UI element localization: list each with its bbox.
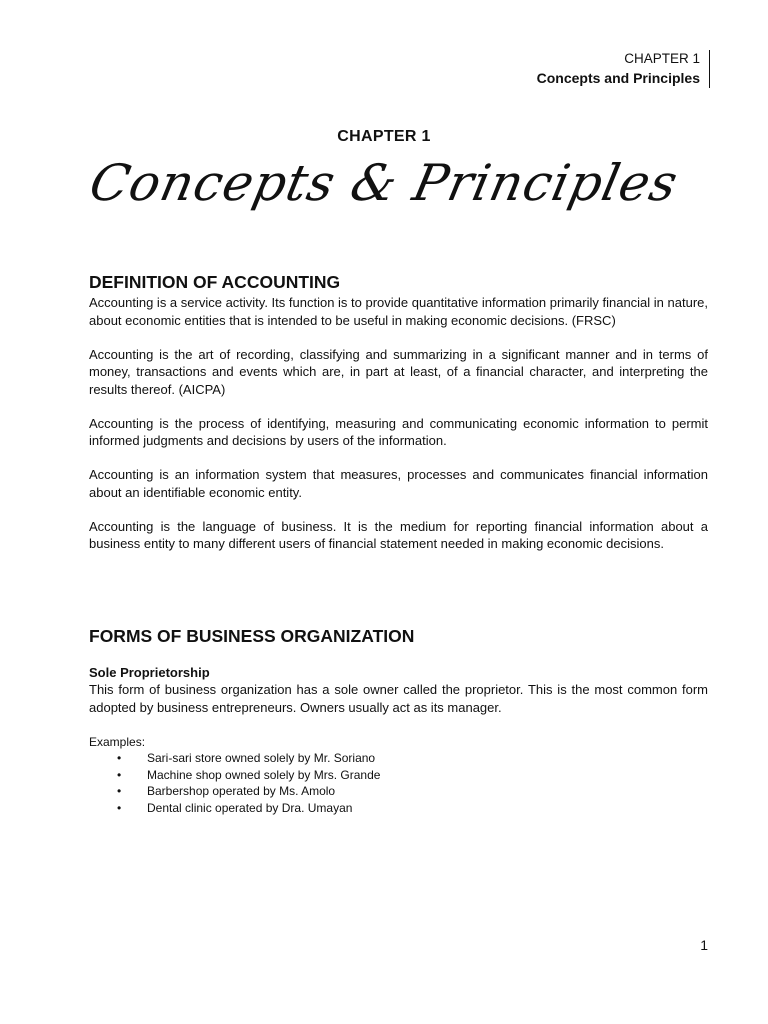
page-number: 1 xyxy=(700,937,708,953)
definition-section xyxy=(89,271,708,569)
chapter-label: CHAPTER 1 xyxy=(337,128,431,145)
examples-list xyxy=(89,750,708,816)
running-header-title: Concepts and Principles xyxy=(536,70,700,86)
bullet-icon: • xyxy=(117,800,122,815)
chapter-script-title: Concepts & Principles xyxy=(84,154,684,212)
definition-paragraph: Accounting is the process of identifying, measuring and communicating economic information to permit informed judgments and decisions by users of the information. xyxy=(89,415,708,448)
definition-paragraph: Accounting is a service activity. Its function is to provide quantitative information primarily financial in nature, about economic entities that is intended to be useful in making economic decisions. (FRSC) xyxy=(89,295,708,328)
bullet-icon: • xyxy=(117,767,122,782)
definition-paragraph: Accounting is the art of recording, classifying and summarizing in a significant manner and in terms of money, transactions and events which are, in part at least, of a financial character, and interpreting the results thereof. (AICPA) xyxy=(89,346,708,397)
list-item xyxy=(89,783,708,800)
bullet-icon: • xyxy=(117,784,122,798)
examples-label: Examples: xyxy=(89,735,146,749)
list-item-text: Barbershop operated by Ms. Amolo xyxy=(147,784,336,798)
definition-paragraph: Accounting is an information system that measures, processes and communicates financial information about an identifiable economic entity. xyxy=(89,467,708,500)
list-item-text: Sari-sari store owned solely by Mr. Soriano xyxy=(147,751,376,765)
list-item xyxy=(89,750,708,767)
list-item-text: Dental clinic operated by Dra. Umayan xyxy=(147,800,353,815)
forms-section xyxy=(89,625,708,816)
definition-heading: DEFINITION OF ACCOUNTING xyxy=(89,272,341,292)
running-header xyxy=(537,50,710,88)
forms-heading: FORMS OF BUSINESS ORGANIZATION xyxy=(89,626,415,646)
bullet-icon: • xyxy=(117,751,122,765)
list-item xyxy=(89,767,708,784)
sole-proprietorship-heading: Sole Proprietorship xyxy=(89,665,210,680)
running-header-chapter: CHAPTER 1 xyxy=(624,51,700,66)
sole-proprietorship-description: This form of business organization has a sole owner called the proprietor. This is the most common form adopted by business entrepreneurs. Owners usually act as its manager. xyxy=(89,682,708,715)
list-item-text: Machine shop owned solely by Mrs. Grande xyxy=(147,767,381,782)
list-item xyxy=(89,800,708,817)
definition-paragraph: Accounting is the language of business. It is the medium for reporting financial information about a business entity to many different users of financial statement needed in making economic decisions. xyxy=(89,518,708,551)
